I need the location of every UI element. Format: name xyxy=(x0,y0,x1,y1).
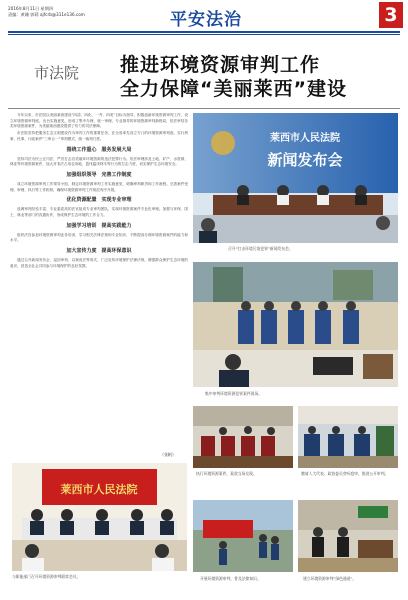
press-conference-caption: 召开“打击环境污染犯罪”新闻发布会。 xyxy=(228,246,293,251)
meeting-banner-text: 莱西市人民法院 xyxy=(60,483,138,496)
green-channel-photo xyxy=(298,500,398,572)
masthead-rule xyxy=(8,31,400,33)
masthead xyxy=(0,0,408,34)
section-text: 选调审判经验丰富、专业素质高的法官组成专业审判团队，实现环境资源案件专业化审理。加强与环保、国土、林业等部门的沟通协作，形成保护生态环境的工作合力。 xyxy=(10,207,188,218)
joint-meeting-caption: 与职能部门召开环境资源审判联席会议。 xyxy=(12,574,81,579)
article-author: （张帆） xyxy=(160,452,176,457)
page-number: 3 xyxy=(379,2,403,28)
enforcement-photo xyxy=(193,406,293,468)
section-heading: 加强学习培训 提高实践能力 xyxy=(66,222,132,229)
conference-banner-text: 莱西市人民法院 xyxy=(270,133,340,144)
headline-line-2: 全力保障“美丽莱西”建设 xyxy=(120,78,347,100)
enforcement-caption: 执行环境资源案件，案款当场兑现。 xyxy=(196,471,257,476)
courtroom-photo xyxy=(193,262,398,387)
outreach-photo xyxy=(193,500,293,572)
section-text: 坚持司法为民公正司法，严厉打击各类破坏环境资源的违法犯罪行为。依法审理涉及土地、矿产、水资源、林业等环境资源案件，加大对非法占用农用地、盗伐滥伐林木等行为的打击力度，切实保护生态环境安全。 xyxy=(10,156,188,167)
section-heading: 加强组织领导 完善工作制度 xyxy=(66,171,132,178)
section-text: 成立环境资源审判工作领导小组，制定环境资源审判工作实施意见，明确审判职责和工作流程。完善案件受理、审理、执行等工作机制，确保环境资源审判工作规范有序开展。 xyxy=(10,181,188,192)
hearing-caption: 邀请人大代表、政协委员旁听庭审，推进公开审判。 xyxy=(301,471,389,476)
issue-meta xyxy=(8,6,118,18)
court-tag: 市法院 xyxy=(34,64,80,82)
masthead-rule-thin xyxy=(8,34,400,35)
joint-meeting-photo xyxy=(12,463,187,571)
conference-sub-text: 新闻发布会 xyxy=(267,151,343,169)
section-heading: 围绕工作重心 服务发展大局 xyxy=(66,146,132,153)
section-text: 通过召开新闻发布会、巡回审判、以案说法等形式，广泛宣传环境保护法律法规，增强群众保护生态环境的意识，营造全社会共同参与环境保护的良好氛围。 xyxy=(10,258,188,268)
editor-line: 责编：黄珊 郭莉 ajfcrb@311e136.com xyxy=(8,12,85,17)
hearing-photo xyxy=(298,406,398,468)
section-heading: 优化资源配置 实现专业审理 xyxy=(66,197,132,204)
press-conference-photo xyxy=(193,113,398,243)
green-channel-caption: 建立环境资源审判“绿色通道”。 xyxy=(303,576,357,581)
section-text: 组织法官参加环境资源审判业务培训，学习相关法律法规和专业知识，不断提高办理环境资源案件的能力和水平。 xyxy=(10,232,188,243)
courtroom-caption: 集中审判环境资源犯罪案件现场。 xyxy=(205,391,262,396)
article-body xyxy=(10,113,188,458)
headline-line-1: 推进环境资源审判工作 xyxy=(120,54,321,76)
outreach-caption: 开展环境资源审判，普及法律知识。 xyxy=(200,576,261,581)
section-heading: 加大宣传力度 提高环保意识 xyxy=(66,248,132,255)
article-intro: 今年以来，市法院以美丽莱西建设“四清、四化、一齐、四美”目标为指导，积极创新环境资源审判工作，设立环境资源审判庭，出台实施意见，形成了集中办理、统一审理、专业指导的环境资源审判新格局，依法审结各类环境资源案件，为美丽莱西建设提供了有力的司法保障。 xyxy=(10,113,188,129)
issue-date: 2016年8月11日 星期四 xyxy=(8,6,54,11)
section-title: 平安法治 xyxy=(170,10,242,30)
article-intro-2: 市法院坚持把服务生态文明建设作为审判工作的重要任务，在全省率先设立专门的环境资源审判庭，实行刑事、民事、行政案件“三审合一”审判模式，统一裁判尺度。 xyxy=(10,131,188,141)
headline-divider xyxy=(8,108,400,109)
